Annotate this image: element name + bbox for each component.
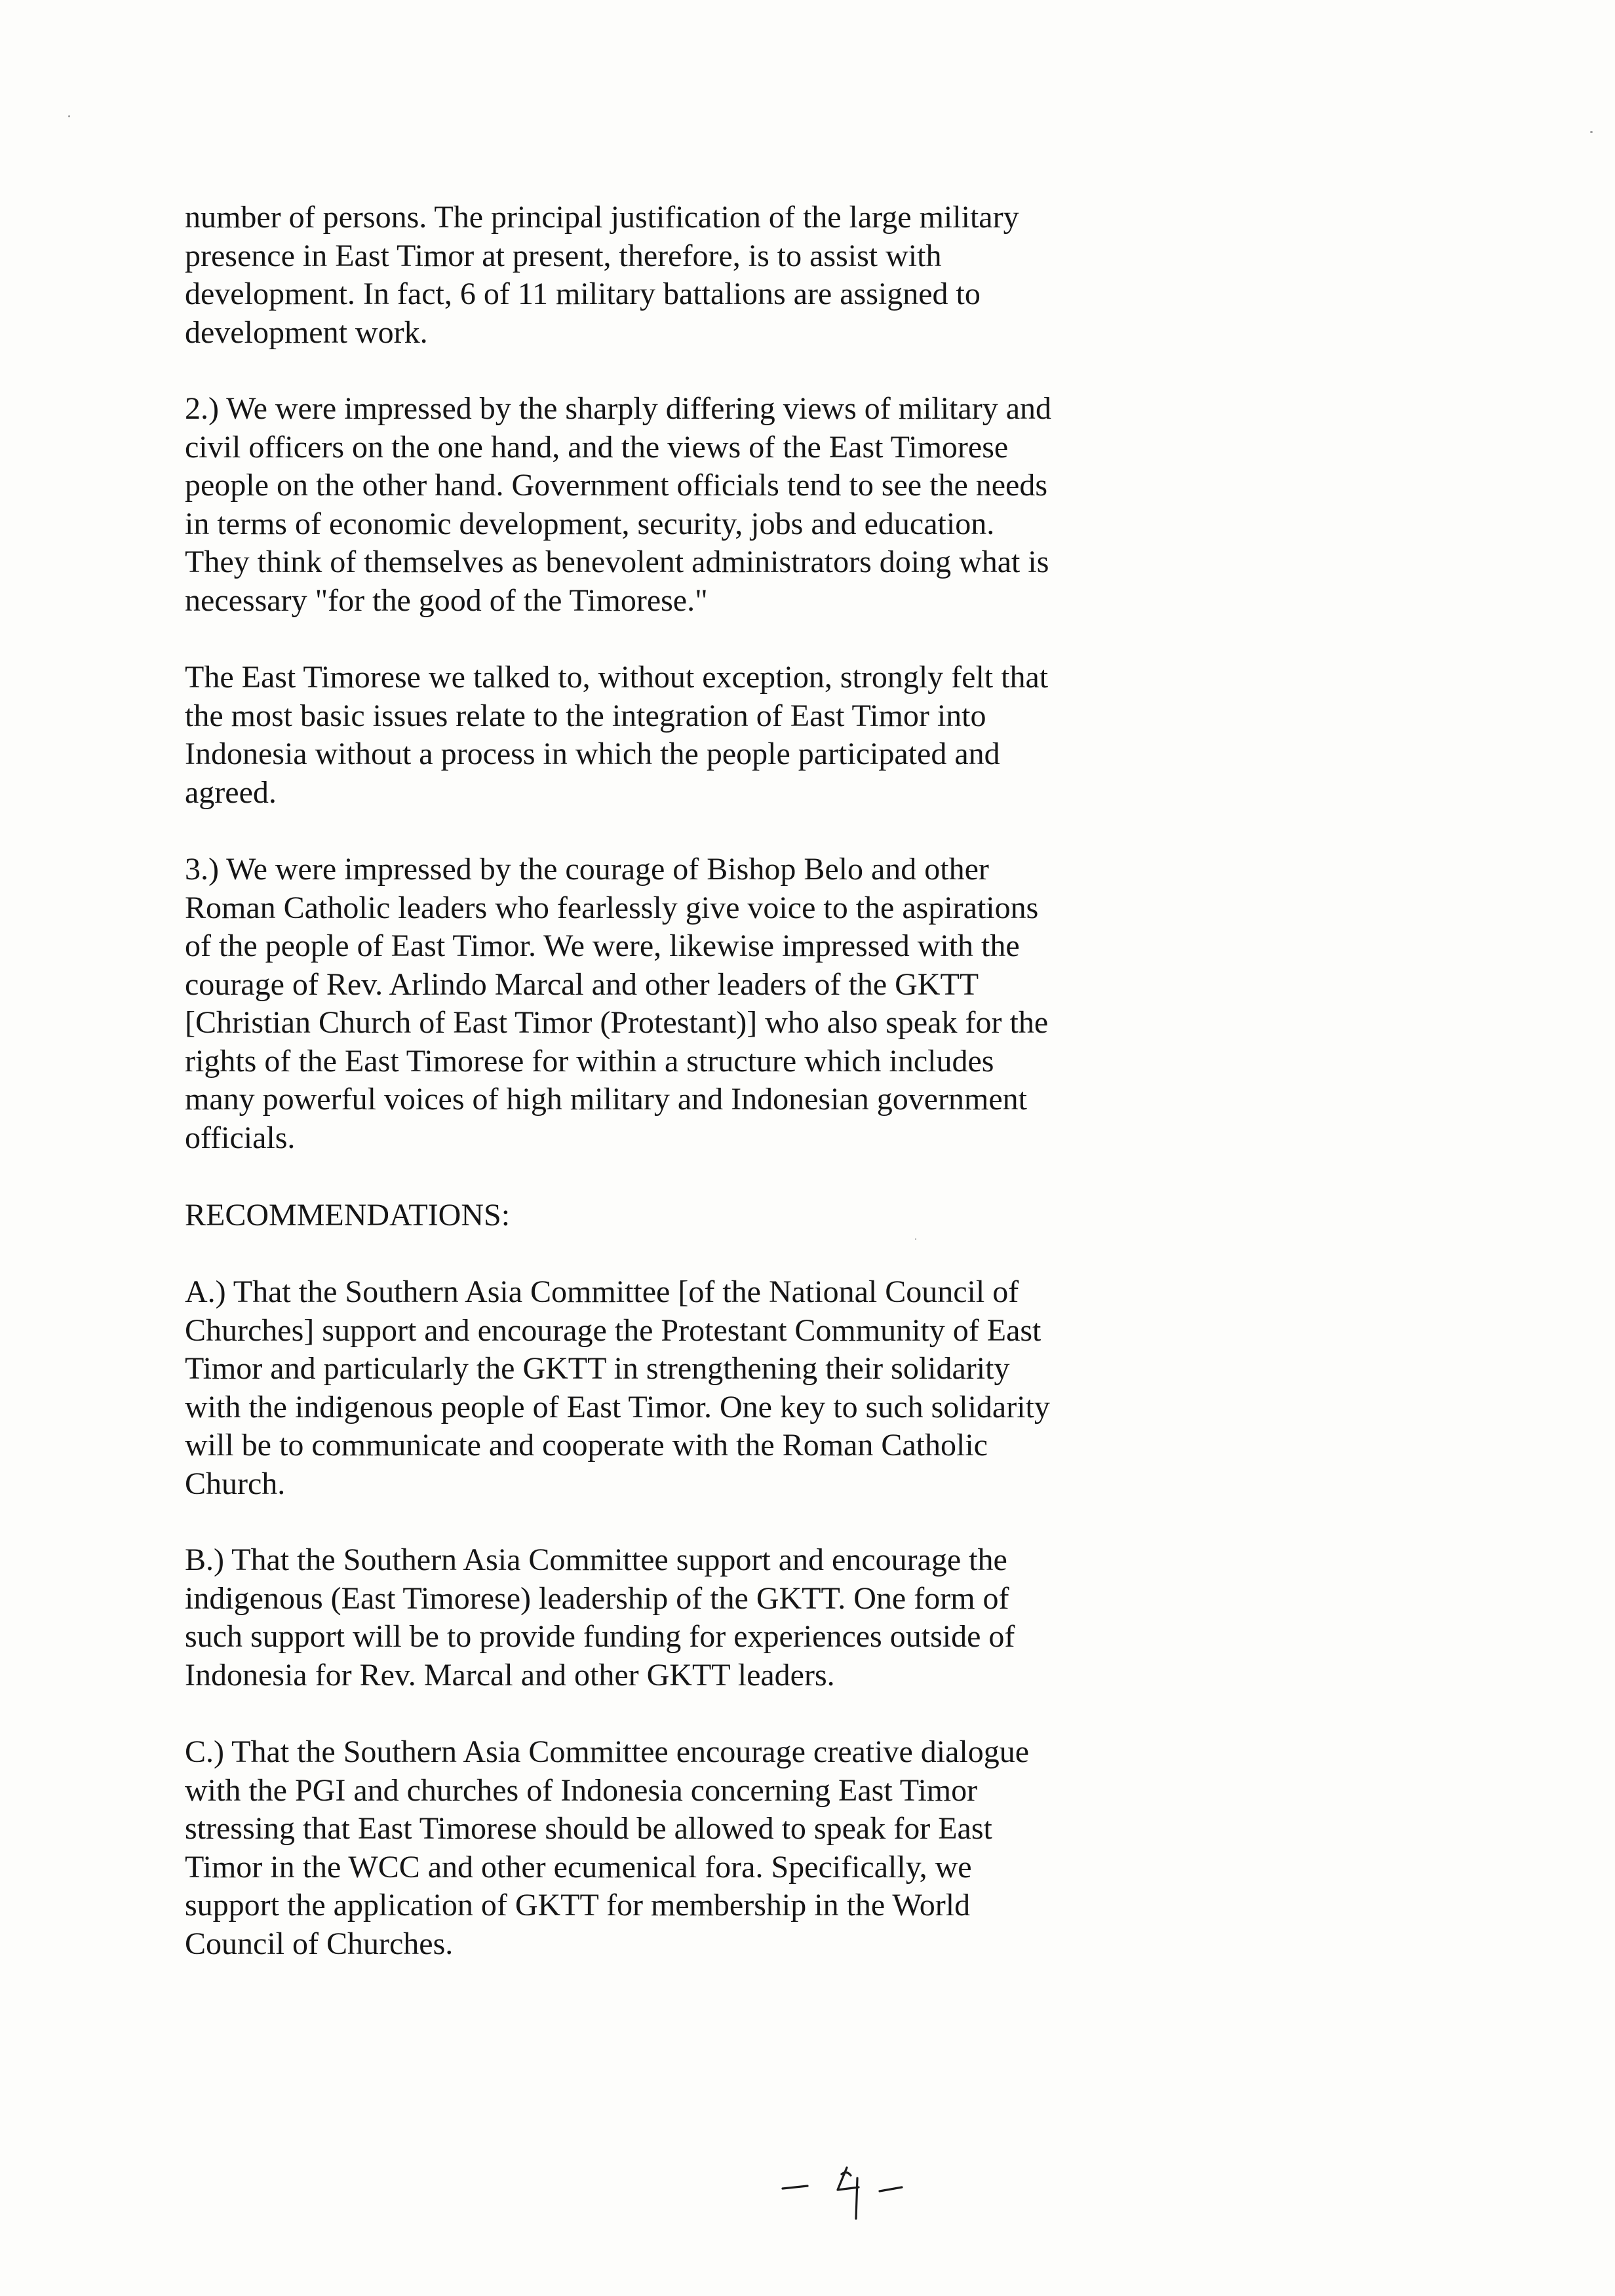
text-line: presence in East Timor at present, therefore, is to assist with bbox=[185, 238, 942, 273]
text-line: Indonesia for Rev. Marcal and other GKTT leaders. bbox=[185, 1657, 835, 1693]
text-line: will be to communicate and cooperate with the Roman Catholic bbox=[185, 1428, 988, 1463]
paragraph-recommendation-b bbox=[185, 1541, 1155, 1694]
text-line: Timor in the WCC and other ecumenical fora. Specifically, we bbox=[185, 1849, 972, 1885]
text-line: officials. bbox=[185, 1120, 296, 1155]
text-line: such support will be to provide funding for experiences outside of bbox=[185, 1619, 1015, 1654]
text-line: indigenous (East Timorese) leadership of the GKTT. One form of bbox=[185, 1580, 1009, 1616]
section-heading: RECOMMENDATIONS: bbox=[185, 1198, 511, 1233]
text-line: 3.) We were impressed by the courage of Bishop Belo and other bbox=[185, 852, 989, 887]
text-line: [Christian Church of East Timor (Protestant)] who also speak for the bbox=[185, 1005, 1049, 1040]
paragraph-continuation bbox=[185, 199, 1155, 352]
text-line: They think of themselves as benevolent administrators doing what is bbox=[185, 545, 1049, 579]
text-line: civil officers on the one hand, and the views of the East Timorese bbox=[185, 429, 1009, 465]
paragraph-point-2 bbox=[185, 390, 1155, 620]
text-line: Council of Churches. bbox=[185, 1926, 454, 1961]
text-line: Indonesia without a process in which the people participated and bbox=[185, 737, 1000, 771]
paragraph-recommendation-c bbox=[185, 1733, 1155, 1963]
text-line: development. In fact, 6 of 11 military battalions are assigned to bbox=[185, 277, 981, 311]
text-line: Roman Catholic leaders who fearlessly give voice to the aspirations bbox=[185, 890, 1039, 925]
text-line: Churches] support and encourage the Protestant Community of East bbox=[185, 1312, 1041, 1348]
text-line: people on the other hand. Government officials tend to see the needs bbox=[185, 468, 1048, 503]
text-line: rights of the East Timorese for within a structure which includes bbox=[185, 1043, 994, 1079]
text-line: Timor and particularly the GKTT in strengthening their solidarity bbox=[185, 1351, 1010, 1386]
scan-speck bbox=[68, 115, 70, 117]
text-line: B.) That the Southern Asia Committee support and encourage the bbox=[185, 1542, 1007, 1577]
text-line: stressing that East Timorese should be allowed to speak for East bbox=[185, 1811, 992, 1846]
text-line: development work. bbox=[185, 315, 428, 350]
text-line: in terms of economic development, security, jobs and education. bbox=[185, 506, 995, 541]
text-line: courage of Rev. Arlindo Marcal and other leaders of the GKTT bbox=[185, 966, 979, 1002]
text-line: many powerful voices of high military and Indonesian government bbox=[185, 1082, 1028, 1117]
text-line: the most basic issues relate to the integration of East Timor into bbox=[185, 698, 986, 733]
text-line: with the indigenous people of East Timor. One key to such solidarity bbox=[185, 1389, 1050, 1425]
scan-speck bbox=[1590, 131, 1593, 133]
recommendations-heading bbox=[185, 1196, 1155, 1235]
text-line: agreed. bbox=[185, 775, 277, 810]
text-line: with the PGI and churches of Indonesia concerning East Timor bbox=[185, 1772, 978, 1808]
text-line: A.) That the Southern Asia Committee [of the National Council of bbox=[185, 1274, 1019, 1309]
paragraph-recommendation-a bbox=[185, 1273, 1155, 1503]
text-line: support the application of GKTT for membership in the World bbox=[185, 1888, 971, 1923]
paragraph-point-2-continued bbox=[185, 659, 1155, 812]
text-line: of the people of East Timor. We were, likewise impressed with the bbox=[185, 928, 1020, 963]
text-line: necessary "for the good of the Timorese." bbox=[185, 583, 708, 618]
text-line: C.) That the Southern Asia Committee encourage creative dialogue bbox=[185, 1734, 1030, 1769]
text-line: The East Timorese we talked to, without exception, strongly felt that bbox=[185, 660, 1049, 695]
scan-speck bbox=[915, 1238, 916, 1240]
text-line: number of persons. The principal justification of the large military bbox=[185, 200, 1019, 235]
text-line: Church. bbox=[185, 1466, 286, 1501]
paragraph-point-3 bbox=[185, 851, 1155, 1157]
handwritten-page-number bbox=[773, 2156, 931, 2234]
text-line: 2.) We were impressed by the sharply differing views of military and bbox=[185, 391, 1052, 426]
